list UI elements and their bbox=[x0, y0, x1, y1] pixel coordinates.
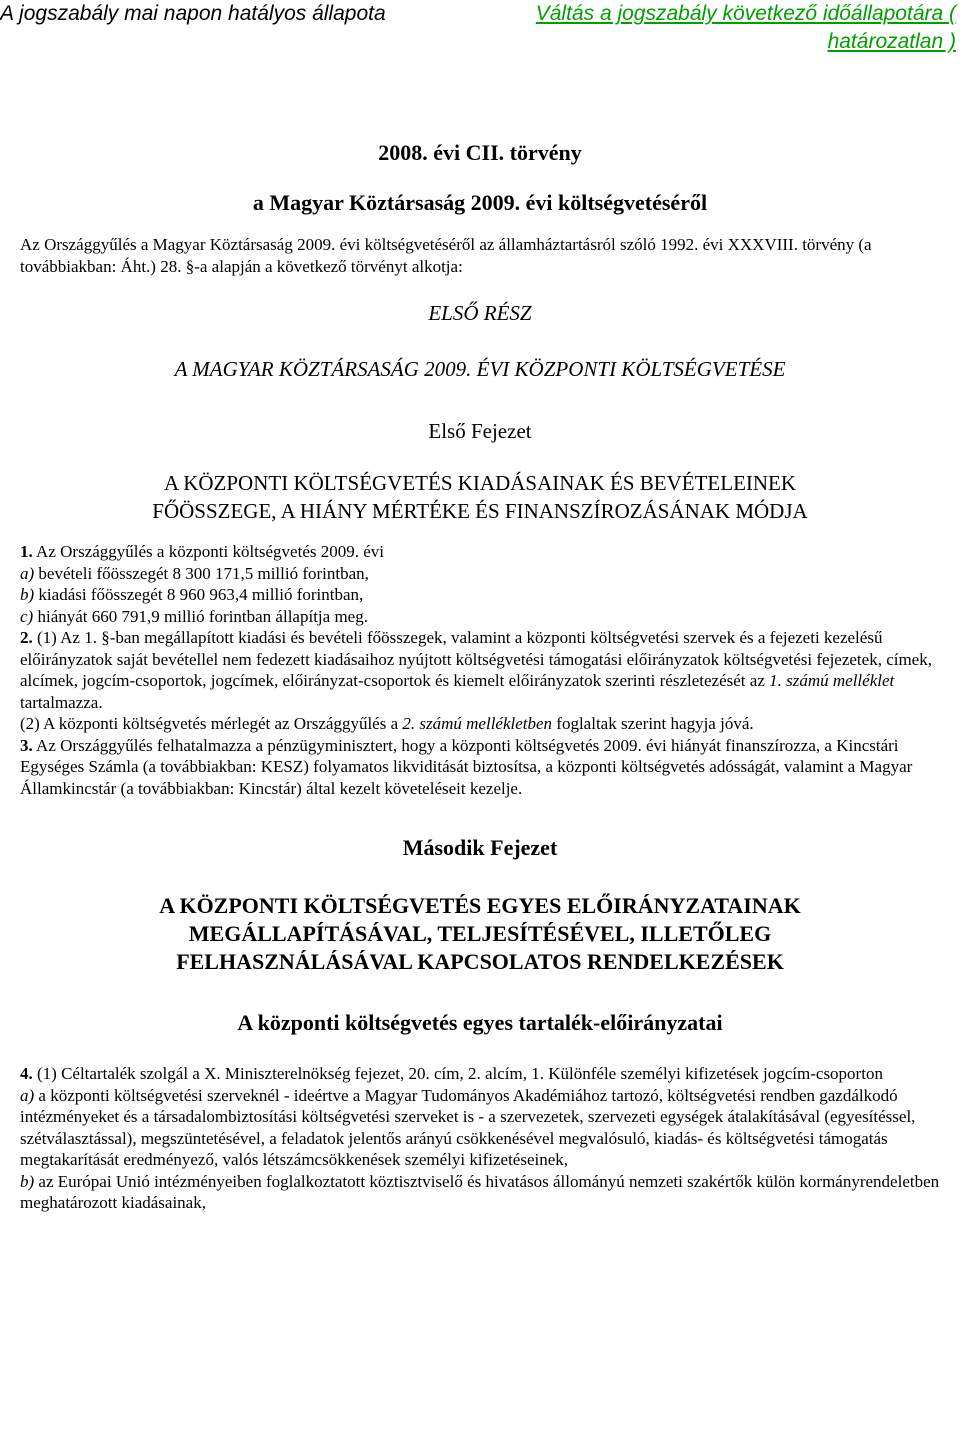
section-1 bbox=[20, 541, 940, 627]
list-marker: b) bbox=[20, 585, 35, 604]
law-title: 2008. évi CII. törvény bbox=[378, 140, 582, 165]
section-paragraph bbox=[20, 735, 940, 800]
law-subtitle: a Magyar Köztársaság 2009. évi költségvetéséről bbox=[252, 190, 708, 215]
chapter-title-line: MEGÁLLAPÍTÁSÁVAL, TELJESÍTÉSÉVEL, ILLETŐLEG bbox=[188, 921, 772, 946]
list-marker: a) bbox=[20, 563, 35, 583]
current-state-label: A jogszabály mai napon hatályos állapota bbox=[0, 2, 386, 25]
chapter-title-line: FŐÖSSZEGE, A HIÁNY MÉRTÉKE ÉS FINANSZÍROZÁSÁNAK MÓDJA bbox=[152, 499, 808, 523]
list-text: az Európai Unió intézményeiben foglalkoztatott köztisztviselő és hivatásos állományú nemzeti szakértők külön kormányrendeletben meghatározott kiadásainak, bbox=[20, 1171, 940, 1212]
list-item bbox=[20, 1171, 940, 1214]
list-text: a központi költségvetési szerveknél - ideértve a Magyar Tudományos Akadémiához tartozó, költségvetési rendben gazdálkodó intézményeket és a társadalombiztosítási költségvetési szerveket is - a szervezetek, szervezeti egységek átalakításával (egyesítéssel, szétválasztással), megszüntetésével, a feladatok jelentős arányú csökkenésével megvalósuló, kiadás- és költségvetési támogatás megtakarítását eredményező, valós létszámcsökkenések személyi kifizetéseinek, bbox=[20, 1085, 916, 1169]
chapter-label: Második Fejezet bbox=[402, 835, 558, 860]
section-text: (1) Céltartalék szolgál a X. Miniszterelnökség fejezet, 20. cím, 2. alcím, 1. Különféle személyi kifizetések jogcím-csoporton bbox=[32, 1064, 883, 1083]
section-text: tartalmazza. bbox=[20, 692, 103, 712]
section-number: 1. bbox=[20, 542, 33, 561]
section-3 bbox=[20, 735, 940, 800]
section-text: (1) Az 1. §-ban megállapított kiadási és bevételi főösszegek, valamint a központi költségvetési szervek és a fejezeti kezelésű előirányzatok saját bevétellel nem fedezett kiadásaihoz nyújtott költségvetési támogatási előirányzatok költségvetési fejezetek, címek, alcímek, jogcím-csoportok, jogcímek, előirányzat-csoportok és kiemelt előirányzatok szerinti részletezését az bbox=[20, 628, 932, 690]
list-marker: b) bbox=[20, 1171, 35, 1191]
document-state-bar bbox=[0, 0, 960, 60]
chapter-title bbox=[20, 892, 940, 976]
part-title: A MAGYAR KÖZTÁRSASÁG 2009. ÉVI KÖZPONTI KÖLTSÉGVETÉSE bbox=[174, 357, 786, 381]
section-2 bbox=[20, 627, 940, 735]
list-item bbox=[20, 606, 940, 628]
chapter-title-line: A KÖZPONTI KÖLTSÉGVETÉS EGYES ELŐIRÁNYZATAINAK bbox=[159, 893, 801, 918]
list-text: hiányát 660 791,9 millió forintban állapítja meg. bbox=[33, 606, 368, 626]
list-item bbox=[20, 1085, 940, 1171]
section-text: Az Országgyűlés a központi költségvetés 2009. évi bbox=[32, 542, 385, 561]
section-paragraph bbox=[20, 541, 940, 563]
section-number: 3. bbox=[20, 735, 33, 755]
list-marker: c) bbox=[20, 606, 34, 626]
section-heading: A központi költségvetés egyes tartalék-előirányzatai bbox=[237, 1010, 723, 1035]
list-text: kiadási főösszegét 8 960 963,4 millió forintban, bbox=[34, 585, 364, 604]
section-number: 2. bbox=[20, 628, 33, 647]
part-label: ELSŐ RÉSZ bbox=[428, 301, 532, 325]
section-paragraph bbox=[20, 713, 940, 735]
preamble: Az Országgyűlés a Magyar Köztársaság 2009. évi költségvetéséről az államháztartásról szóló 1992. évi XXXVIII. törvény (a továbbiakban: Áht.) 28. §-a alapján a következő törvényt alkotja: bbox=[20, 235, 872, 276]
switch-version-link[interactable]: Váltás a jogszabály következő időállapotára ( határozatlan ) bbox=[535, 2, 956, 53]
section-4 bbox=[20, 1063, 940, 1214]
section-number: 4. bbox=[20, 1064, 33, 1083]
section-paragraph bbox=[20, 1063, 940, 1085]
list-item bbox=[20, 584, 940, 606]
law-document bbox=[20, 138, 940, 1214]
chapter-label: Első Fejezet bbox=[428, 419, 532, 443]
section-text: (2) A központi költségvetés mérlegét az Országgyűlés a bbox=[20, 714, 403, 733]
section-text: Az Országgyűlés felhatalmazza a pénzügyminisztert, hogy a központi költségvetés 2009. évi hiányát finanszírozza, a Kincstári Egységes Számla (a továbbiakban: KESZ) folyamatos likviditását biztosítsa, a központi költségvetés adósságát, valamint a Magyar Államkincstár (a továbbiakban: Kincstár) által kezelt követeléseit kezelje. bbox=[20, 735, 913, 798]
list-marker: a) bbox=[20, 1085, 35, 1105]
list-item bbox=[20, 563, 940, 585]
section-paragraph bbox=[20, 627, 940, 713]
annex-reference: 2. számú mellékletben bbox=[402, 714, 553, 733]
list-text: bevételi főösszegét 8 300 171,5 millió forintban, bbox=[34, 563, 369, 583]
section-text: foglaltak szerint hagyja jóvá. bbox=[552, 714, 754, 733]
chapter-title-line: A KÖZPONTI KÖLTSÉGVETÉS KIADÁSAINAK ÉS BEVÉTELEINEK bbox=[163, 471, 797, 495]
chapter-title-line: FELHASZNÁLÁSÁVAL KAPCSOLATOS RENDELKEZÉSEK bbox=[176, 949, 784, 974]
annex-reference: 1. számú melléklet bbox=[769, 671, 895, 690]
chapter-title bbox=[20, 469, 940, 525]
